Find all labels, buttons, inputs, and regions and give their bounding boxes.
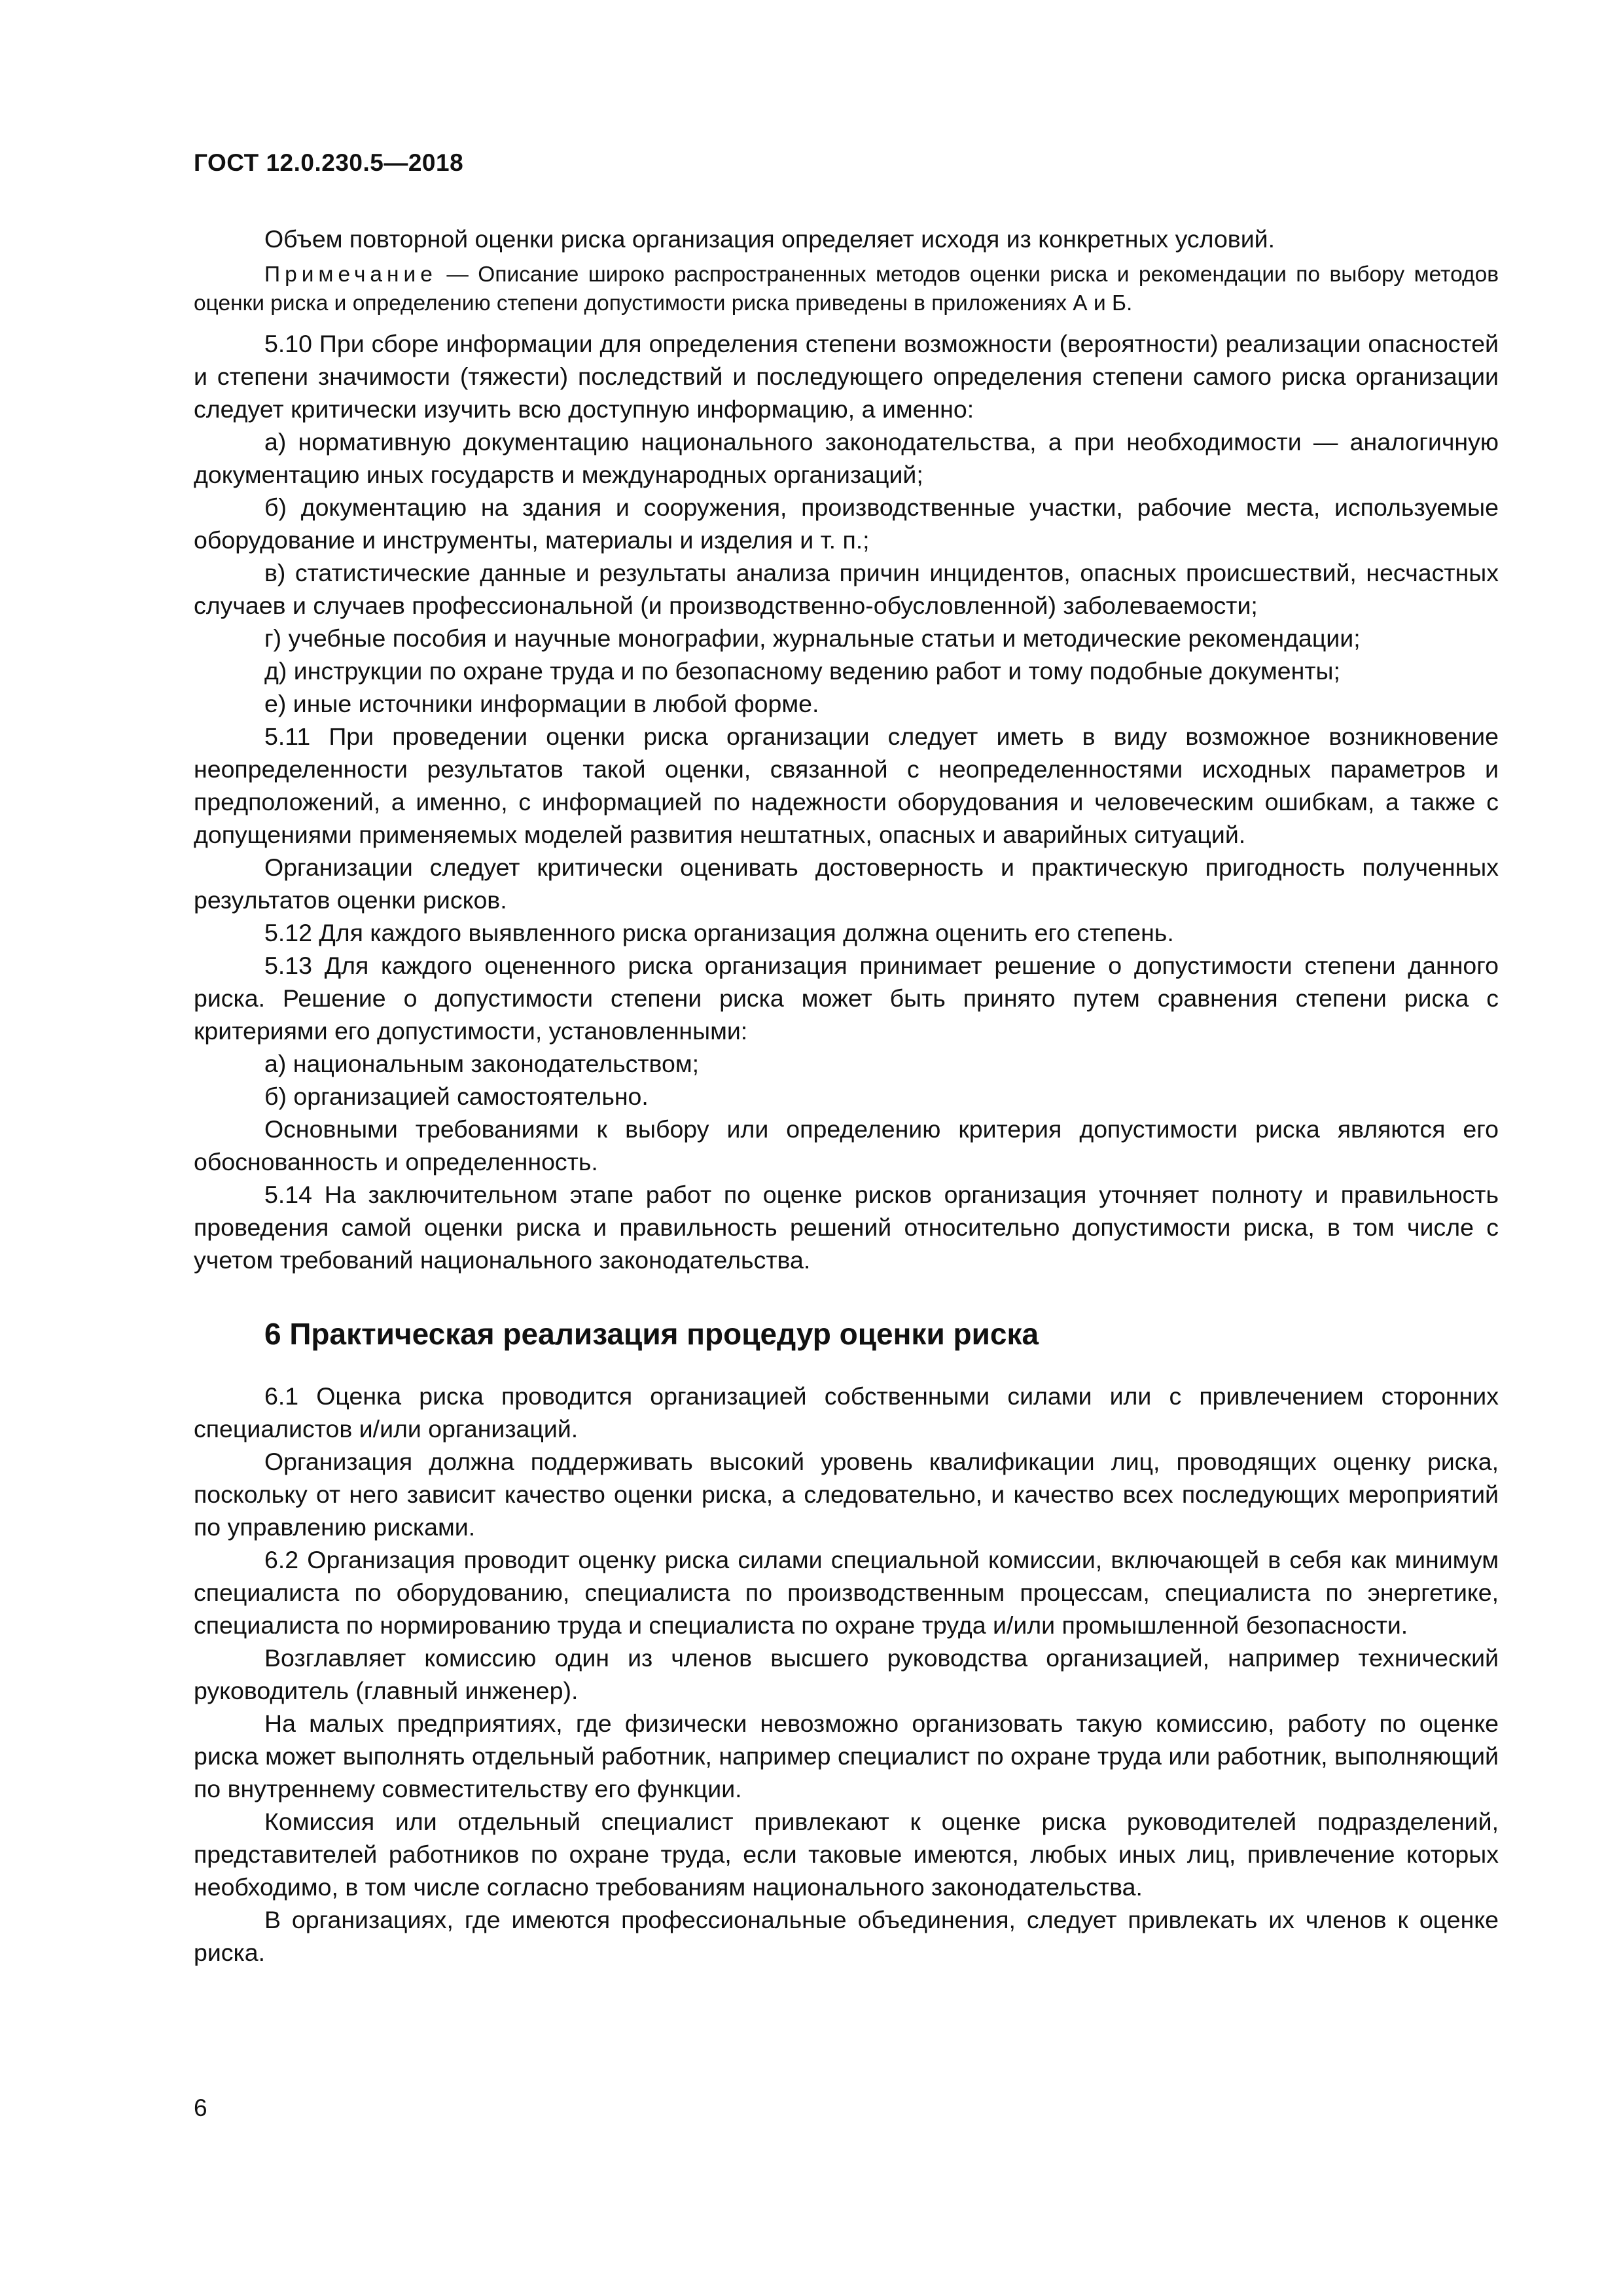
paragraph-6-2-cont-2: На малых предприятиях, где физически невозможно организовать такую комиссию, работу по оценке риска может выполнять отдельный работник, например специалист по охране труда или работник, выполняющий по внутреннему совместительству его функции. xyxy=(194,1710,1499,1803)
list-item-b: б) документацию на здания и сооружения, производственные участки, рабочие места, используемые оборудование и инструменты, материалы и изделия и т. п.; xyxy=(194,493,1499,554)
intro-paragraph: Объем повторной оценки риска организация определяет исходя из конкретных условий. xyxy=(264,225,1275,253)
paragraph-5-11: 5.11 При проведении оценки риска организации следует иметь в виду возможное возникновение неопределенности результатов такой оценки, связанной с неопределенностями исходных параметров и предположений, а именно, с информацией по надежности оборудования и человеческим ошибкам, а также с допущениями применяемых моделей развития нештатных, опасных и аварийных ситуаций. xyxy=(194,723,1499,848)
list-item-5-13-b: б) организацией самостоятельно. xyxy=(264,1083,649,1110)
list-item-d: д) инструкции по охране труда и по безопасному ведению работ и тому подобные документы; xyxy=(264,657,1340,685)
paragraph-6-1: 6.1 Оценка риска проводится организацией собственными силами или с привлечением сторонних специалистов и/или организаций. xyxy=(194,1382,1499,1443)
paragraph-5-12: 5.12 Для каждого выявленного риска организация должна оценить его степень. xyxy=(264,919,1174,946)
section-6-heading: 6 Практическая реализация процедур оценки риска xyxy=(264,1317,1039,1351)
paragraph-5-13: 5.13 Для каждого оцененного риска организация принимает решение о допустимости степени данного риска. Решение о допустимости степени риска может быть принято путем сравнения степени риска с критериями его допустимости, установленными: xyxy=(194,952,1499,1045)
paragraph-6-2: 6.2 Организация проводит оценку риска силами специальной комиссии, включающей в себя как минимум специалиста по оборудованию, специалиста по производственным процессам, специалиста по энергетике, специалиста по нормированию труда и специалиста по охране труда и/или промышленной безопасности. xyxy=(194,1546,1499,1639)
document-body xyxy=(194,223,1499,1969)
paragraph-5-13-cont: Основными требованиями к выбору или определению критерия допустимости риска являются его обоснованность и определенность. xyxy=(194,1115,1499,1175)
paragraph-5-11-cont: Организации следует критически оценивать достоверность и практическую пригодность полученных результатов оценки рисков. xyxy=(194,853,1499,914)
paragraph-5-14: 5.14 На заключительном этапе работ по оценке рисков организация уточняет полноту и правильность проведения самой оценки риска и правильность решений относительно допустимости риска, в том числе с учетом требований национального законодательства. xyxy=(194,1181,1499,1274)
note-label: Примечание xyxy=(264,262,437,287)
document-code-header: ГОСТ 12.0.230.5—2018 xyxy=(194,149,464,176)
note-paragraph xyxy=(194,260,1499,318)
paragraph-6-2-cont-1: Возглавляет комиссию один из членов высшего руководства организацией, например технический руководитель (главный инженер). xyxy=(194,1644,1499,1704)
note-text: — Описание широко распространенных методов оценки риска и рекомендации по выбору методов оценки риска и определению степени допустимости риска приведены в приложениях А и Б. xyxy=(194,262,1499,315)
list-item-e: е) иные источники информации в любой форме. xyxy=(264,690,819,717)
paragraph-6-1-cont: Организация должна поддерживать высокий уровень квалификации лиц, проводящих оценку риска, поскольку от него зависит качество оценки риска, а следовательно, и качество всех последующих мероприятий по управлению рисками. xyxy=(194,1448,1499,1541)
list-item-5-13-a: а) национальным законодательством; xyxy=(264,1050,700,1077)
paragraph-6-2-cont-3: Комиссия или отдельный специалист привлекают к оценке риска руководителей подразделений, представителей работников по охране труда, если таковые имеются, любых иных лиц, привлечение которых необходимо, в том числе согласно требованиям национального законодательства. xyxy=(194,1808,1499,1901)
page-number: 6 xyxy=(194,2094,207,2121)
list-item-a: а) нормативную документацию национального законодательства, а при необходимости — аналогичную документацию иных государств и международных организаций; xyxy=(194,428,1499,488)
list-item-g: г) учебные пособия и научные монографии, журнальные статьи и методические рекомендации; xyxy=(264,624,1361,652)
paragraph-6-2-cont-4: В организациях, где имеются профессиональные объединения, следует привлекать их членов к оценке риска. xyxy=(194,1906,1499,1966)
paragraph-5-10: 5.10 При сборе информации для определения степени возможности (вероятности) реализации опасностей и степени значимости (тяжести) последствий и последующего определения степени самого риска организации следует критически изучить всю доступную информацию, а именно: xyxy=(194,330,1499,423)
list-item-v: в) статистические данные и результаты анализа причин инцидентов, опасных происшествий, несчастных случаев и случаев профессиональной (и производственно-обусловленной) заболеваемости; xyxy=(194,559,1499,619)
